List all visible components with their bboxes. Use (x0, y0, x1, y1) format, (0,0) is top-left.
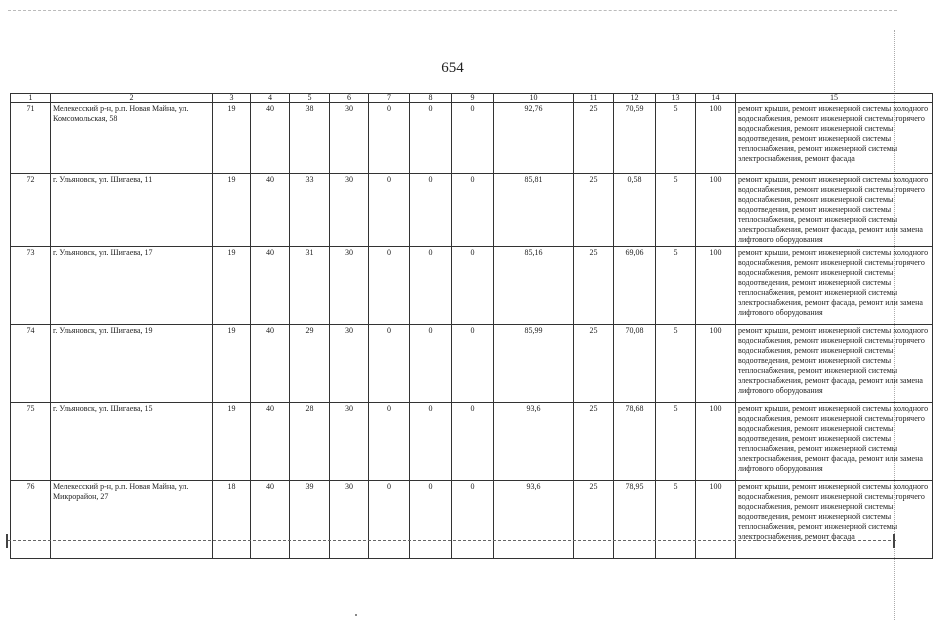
row-number: 75 (11, 403, 51, 481)
value-cell: 0 (369, 103, 410, 174)
value-cell: 40 (251, 403, 290, 481)
value-cell: 5 (656, 325, 696, 403)
value-cell: 100 (696, 403, 736, 481)
column-header: 12 (614, 94, 656, 103)
works-cell: ремонт крыши, ремонт инженерной системы холодного водоснабжения, ремонт инженерной системы горячего водоснабжения, ремонт инженерной системы водоотведения, ремонт инженерной системы теплоснабжения, ремонт инженерной системы электроснабжения, ремонт фасада, ремонт или замена лифтового оборудования (736, 174, 933, 247)
value-cell: 0 (410, 174, 452, 247)
table-row (11, 103, 933, 174)
value-cell: 33 (290, 174, 330, 247)
value-cell: 0 (452, 247, 494, 325)
column-header: 3 (213, 94, 251, 103)
value-cell: 100 (696, 174, 736, 247)
value-cell: 39 (290, 481, 330, 559)
value-cell: 25 (574, 174, 614, 247)
value-cell: 18 (213, 481, 251, 559)
value-cell: 38 (290, 103, 330, 174)
address-cell: Мелекесский р-н, р.п. Новая Майна, ул. Микрорайон, 27 (51, 481, 213, 559)
value-cell: 5 (656, 174, 696, 247)
row-number: 76 (11, 481, 51, 559)
value-cell: 5 (656, 103, 696, 174)
value-cell: 40 (251, 481, 290, 559)
row-number: 72 (11, 174, 51, 247)
value-cell: 92,76 (494, 103, 574, 174)
column-header: 6 (330, 94, 369, 103)
column-header: 11 (574, 94, 614, 103)
value-cell: 25 (574, 481, 614, 559)
value-cell: 19 (213, 174, 251, 247)
value-cell: 40 (251, 247, 290, 325)
address-cell: г. Ульяновск, ул. Шигаева, 17 (51, 247, 213, 325)
table-row (11, 174, 933, 247)
value-cell: 28 (290, 403, 330, 481)
value-cell: 85,16 (494, 247, 574, 325)
scan-speck (355, 614, 357, 616)
value-cell: 19 (213, 403, 251, 481)
value-cell: 0 (369, 174, 410, 247)
row-number: 74 (11, 325, 51, 403)
value-cell: 0 (452, 325, 494, 403)
works-cell: ремонт крыши, ремонт инженерной системы холодного водоснабжения, ремонт инженерной системы горячего водоснабжения, ремонт инженерной системы водоотведения, ремонт инженерной системы теплоснабжения, ремонт инженерной системы электроснабжения, ремонт фасада, ремонт или замена лифтового оборудования (736, 403, 933, 481)
cut-mark-right (893, 534, 895, 548)
column-header: 1 (11, 94, 51, 103)
value-cell: 30 (330, 481, 369, 559)
value-cell: 78,95 (614, 481, 656, 559)
table-row (11, 247, 933, 325)
value-cell: 0,58 (614, 174, 656, 247)
value-cell: 85,99 (494, 325, 574, 403)
address-cell: Мелекесский р-н, р.п. Новая Майна, ул. Комсомольская, 58 (51, 103, 213, 174)
value-cell: 78,68 (614, 403, 656, 481)
column-header: 2 (51, 94, 213, 103)
value-cell: 25 (574, 403, 614, 481)
address-cell: г. Ульяновск, ул. Шигаева, 15 (51, 403, 213, 481)
value-cell: 93,6 (494, 403, 574, 481)
value-cell: 100 (696, 247, 736, 325)
value-cell: 0 (369, 481, 410, 559)
value-cell: 93,6 (494, 481, 574, 559)
value-cell: 30 (330, 174, 369, 247)
works-cell: ремонт крыши, ремонт инженерной системы холодного водоснабжения, ремонт инженерной системы горячего водоснабжения, ремонт инженерной системы водоотведения, ремонт инженерной системы теплоснабжения, ремонт инженерной системы электроснабжения, ремонт фасада, ремонт или замена лифтового оборудования (736, 247, 933, 325)
column-header: 4 (251, 94, 290, 103)
value-cell: 30 (330, 247, 369, 325)
value-cell: 0 (452, 481, 494, 559)
table-row (11, 325, 933, 403)
value-cell: 0 (410, 403, 452, 481)
value-cell: 0 (369, 325, 410, 403)
value-cell: 40 (251, 103, 290, 174)
value-cell: 19 (213, 325, 251, 403)
value-cell: 100 (696, 103, 736, 174)
value-cell: 0 (369, 403, 410, 481)
works-cell: ремонт крыши, ремонт инженерной системы холодного водоснабжения, ремонт инженерной системы горячего водоснабжения, ремонт инженерной системы водоотведения, ремонт инженерной системы теплоснабжения, ремонт инженерной системы электроснабжения, ремонт фасада (736, 481, 933, 559)
column-number-row (11, 94, 933, 103)
value-cell: 0 (410, 103, 452, 174)
value-cell: 30 (330, 403, 369, 481)
value-cell: 40 (251, 325, 290, 403)
value-cell: 30 (330, 103, 369, 174)
value-cell: 0 (410, 481, 452, 559)
cut-mark-left (6, 534, 8, 548)
value-cell: 29 (290, 325, 330, 403)
column-header: 7 (369, 94, 410, 103)
value-cell: 0 (452, 403, 494, 481)
works-cell: ремонт крыши, ремонт инженерной системы холодного водоснабжения, ремонт инженерной системы горячего водоснабжения, ремонт инженерной системы водоотведения, ремонт инженерной системы теплоснабжения, ремонт инженерной системы электроснабжения, ремонт фасада, ремонт или замена лифтового оборудования (736, 325, 933, 403)
value-cell: 25 (574, 325, 614, 403)
value-cell: 0 (369, 247, 410, 325)
value-cell: 0 (410, 325, 452, 403)
value-cell: 69,06 (614, 247, 656, 325)
register-table (10, 93, 933, 559)
row-number: 73 (11, 247, 51, 325)
column-header: 10 (494, 94, 574, 103)
value-cell: 30 (330, 325, 369, 403)
value-cell: 85,81 (494, 174, 574, 247)
value-cell: 0 (452, 103, 494, 174)
works-cell: ремонт крыши, ремонт инженерной системы холодного водоснабжения, ремонт инженерной системы горячего водоснабжения, ремонт инженерной системы водоотведения, ремонт инженерной системы теплоснабжения, ремонт инженерной системы электроснабжения, ремонт фасада (736, 103, 933, 174)
column-header: 5 (290, 94, 330, 103)
value-cell: 25 (574, 247, 614, 325)
page-number: 654 (441, 60, 464, 76)
column-header: 9 (452, 94, 494, 103)
column-header: 14 (696, 94, 736, 103)
page-top-border (8, 10, 897, 11)
address-cell: г. Ульяновск, ул. Шигаева, 19 (51, 325, 213, 403)
column-header: 8 (410, 94, 452, 103)
value-cell: 100 (696, 325, 736, 403)
value-cell: 5 (656, 403, 696, 481)
value-cell: 19 (213, 103, 251, 174)
value-cell: 5 (656, 481, 696, 559)
column-header: 15 (736, 94, 933, 103)
value-cell: 0 (410, 247, 452, 325)
table-row (11, 403, 933, 481)
value-cell: 19 (213, 247, 251, 325)
value-cell: 5 (656, 247, 696, 325)
value-cell: 25 (574, 103, 614, 174)
value-cell: 0 (452, 174, 494, 247)
address-cell: г. Ульяновск, ул. Шигаева, 11 (51, 174, 213, 247)
value-cell: 100 (696, 481, 736, 559)
value-cell: 70,08 (614, 325, 656, 403)
value-cell: 31 (290, 247, 330, 325)
value-cell: 70,59 (614, 103, 656, 174)
column-header: 13 (656, 94, 696, 103)
row-number: 71 (11, 103, 51, 174)
value-cell: 40 (251, 174, 290, 247)
page-cut-line (8, 540, 896, 541)
table-row (11, 481, 933, 559)
